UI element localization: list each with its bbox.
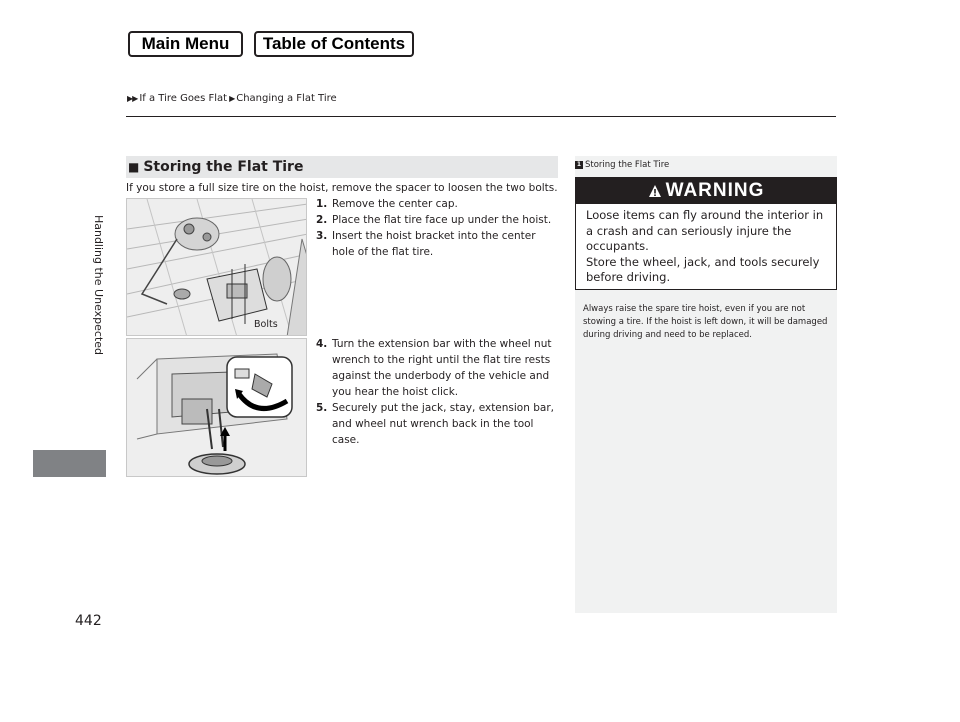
section-intro: If you store a full size tire on the hoist, remove the spacer to loosen the two bolts.: [126, 182, 558, 194]
section-square-icon: ■: [128, 160, 140, 174]
main-menu-button[interactable]: Main Menu: [128, 31, 243, 57]
section-heading: [126, 156, 558, 178]
page-number: 442: [75, 613, 102, 629]
warning-heading: WARNING: [665, 180, 765, 201]
step-number: 1.: [316, 198, 328, 210]
step-text: Insert the hoist bracket into the center hole of the flat tire.: [332, 230, 536, 258]
hoist-bolts-illustration: [126, 198, 307, 336]
chapter-side-label: Handling the Unexpected: [92, 214, 105, 356]
header-divider: [126, 116, 836, 117]
warning-text-2: Store the wheel, jack, and tools securely before driving.: [586, 254, 820, 284]
warning-text-1: Loose items can fly around the interior in a crash and can seriously injure the occupants.: [586, 208, 824, 253]
step-item: [316, 228, 556, 260]
step-item: [316, 400, 556, 448]
breadcrumb: [127, 93, 337, 104]
step-item: [316, 336, 556, 400]
step-number: 5.: [316, 402, 328, 414]
step-number: 4.: [316, 338, 328, 350]
note-marker-icon: 1: [576, 161, 582, 168]
bolts-callout: Bolts: [254, 319, 278, 330]
breadcrumb-arrow-icon: ▶▶: [127, 94, 138, 103]
sidebar-title: [575, 160, 669, 170]
steps-list-part2: [316, 336, 556, 448]
warning-body: [576, 204, 836, 286]
step-item: [316, 212, 556, 228]
step-item: [316, 196, 556, 212]
step-text: Place the flat tire face up under the hoist.: [332, 214, 552, 226]
breadcrumb-arrow-icon: ▶: [229, 94, 235, 103]
hoist-lifting-illustration: [126, 338, 307, 477]
breadcrumb-item-changing-a-flat-tire[interactable]: Changing a Flat Tire: [236, 93, 337, 104]
step-text: Remove the center cap.: [332, 198, 458, 210]
breadcrumb-item-if-a-tire-goes-flat[interactable]: If a Tire Goes Flat: [139, 93, 228, 104]
sidebar-title-text: Storing the Flat Tire: [585, 160, 670, 170]
sidebar-note: Always raise the spare tire hoist, even if you are not stowing a tire. If the hoist is left down, it will be damaged during driving and need to be replaced.: [583, 304, 828, 340]
table-of-contents-button[interactable]: Table of Contents: [254, 31, 414, 57]
step-number: 2.: [316, 214, 328, 226]
step-text: Securely put the jack, stay, extension bar, and wheel nut wrench back in the tool case.: [332, 402, 554, 446]
steps-list-part1: [316, 196, 556, 260]
warning-triangle-icon: [648, 184, 662, 198]
chapter-tab: [33, 450, 106, 477]
step-number: 3.: [316, 230, 328, 242]
warning-header: [576, 178, 836, 204]
warning-box: [575, 177, 837, 290]
side-label-wrap: [86, 120, 110, 450]
step-text: Turn the extension bar with the wheel nut wrench to the right until the flat tire rests against the underbody of the vehicle and you hear the hoist click.: [332, 338, 552, 398]
section-title: Storing the Flat Tire: [143, 159, 304, 175]
